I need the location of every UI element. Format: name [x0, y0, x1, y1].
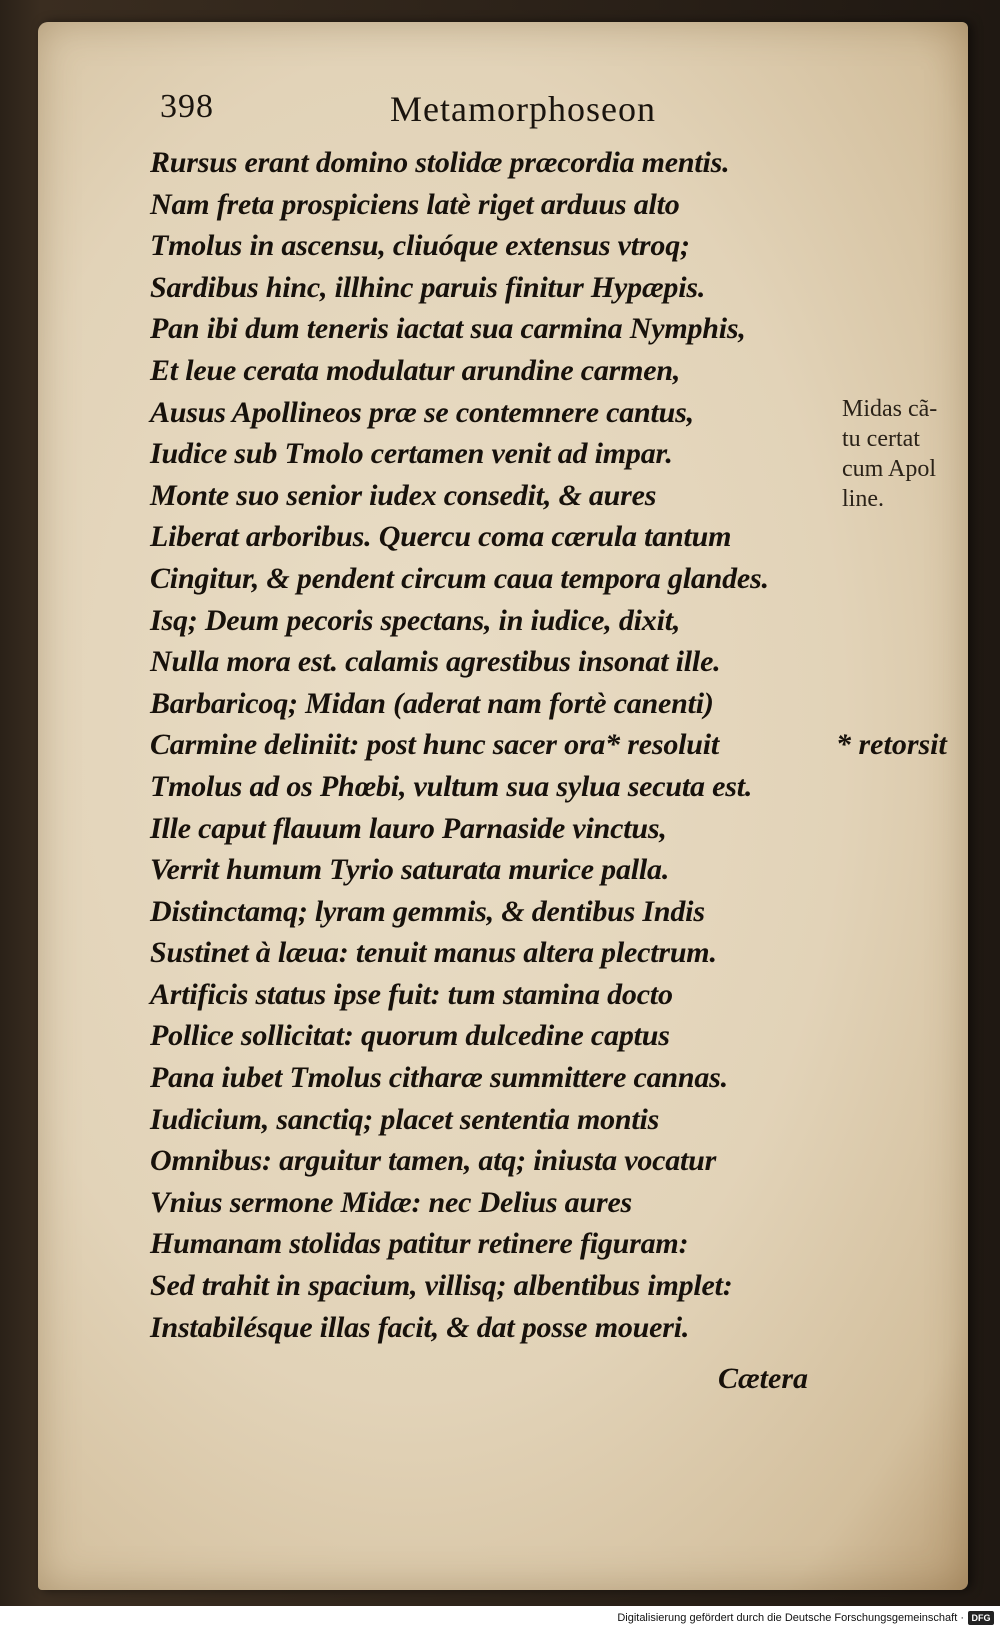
verse-line: Monte suo senior iudex consedit, & aures	[150, 478, 657, 512]
marginal-note-line: Midas cã-	[842, 396, 938, 422]
verse-line: Tmolus ad os Phœbi, vultum sua sylua secuta est.	[150, 769, 753, 803]
catchword: Cætera	[718, 1362, 808, 1395]
verse-line: Vnius sermone Midæ: nec Delius aures	[150, 1185, 633, 1219]
verse-line: Carmine deliniit: post hunc sacer ora* resoluit	[150, 728, 720, 762]
verse-line: Ausus Apollineos præ se contemnere cantus,	[150, 395, 694, 429]
verse-line: Isq; Deum pecoris spectans, in iudice, dixit,	[150, 603, 681, 637]
dfg-logo: DFG	[968, 1611, 994, 1625]
marginal-note-line: tu certat	[842, 426, 920, 452]
footer-credit: Digitalisierung gefördert durch die Deutsche Forschungsgemeinschaft ·	[617, 1612, 964, 1624]
variant-reading-note: * retorsit	[836, 728, 947, 761]
verse-line: Iudice sub Tmolo certamen venit ad impar.	[150, 437, 673, 471]
verse-line: Pollice sollicitat: quorum dulcedine captus	[150, 1019, 670, 1053]
verse-line: Barbaricoq; Midan (aderat nam fortè canenti)	[150, 686, 714, 720]
verse-text	[150, 142, 850, 1348]
page-number: 398	[160, 88, 214, 125]
verse-line: Sed trahit in spacium, villisq; albentibus implet:	[150, 1269, 733, 1303]
verse-line: Sardibus hinc, illhinc paruis finitur Hypæpis.	[150, 270, 706, 304]
page-header	[160, 88, 720, 138]
verse-line: Verrit humum Tyrio saturata murice palla.	[150, 853, 670, 887]
verse-line: Liberat arboribus. Quercu coma cærula tantum	[150, 520, 732, 554]
verse-line: Instabilésque illas facit, & dat posse moueri.	[150, 1310, 690, 1344]
verse-line: Pan ibi dum teneris iactat sua carmina Nymphis,	[150, 312, 746, 346]
verse-line: Tmolus in ascensu, cliuóque extensus vtroq;	[150, 229, 690, 263]
verse-line: Iudicium, sanctiq; placet sententia montis	[150, 1102, 660, 1136]
running-title: Metamorphoseon	[390, 89, 656, 129]
verse-line: Omnibus: arguitur tamen, atq; iniusta vocatur	[150, 1144, 717, 1178]
marginal-note-line: line.	[842, 486, 884, 512]
verse-line: Cingitur, & pendent circum caua tempora glandes.	[150, 561, 769, 595]
marginal-note	[842, 394, 962, 514]
verse-line: Et leue cerata modulatur arundine carmen,	[150, 353, 681, 387]
verse-line: Artificis status ipse fuit: tum stamina docto	[150, 977, 673, 1011]
digitization-footer	[0, 1606, 1000, 1632]
verse-line: Distinctamq; lyram gemmis, & dentibus Indis	[150, 894, 705, 928]
verse-line: Humanam stolidas patitur retinere figuram:	[150, 1227, 689, 1261]
verse-line: Nam freta prospiciens latè riget arduus alto	[150, 187, 680, 221]
verse-line: Sustinet à læua: tenuit manus altera plectrum.	[150, 936, 717, 970]
marginal-note-line: cum Apol	[842, 456, 936, 482]
verse-line: Ille caput flauum lauro Parnaside vinctus,	[150, 811, 667, 845]
verse-line: Pana iubet Tmolus citharæ summittere cannas.	[150, 1061, 728, 1095]
verse-line: Rursus erant domino stolidæ præcordia mentis.	[150, 146, 730, 179]
verse-line: Nulla mora est. calamis agrestibus insonat ille.	[150, 645, 721, 679]
